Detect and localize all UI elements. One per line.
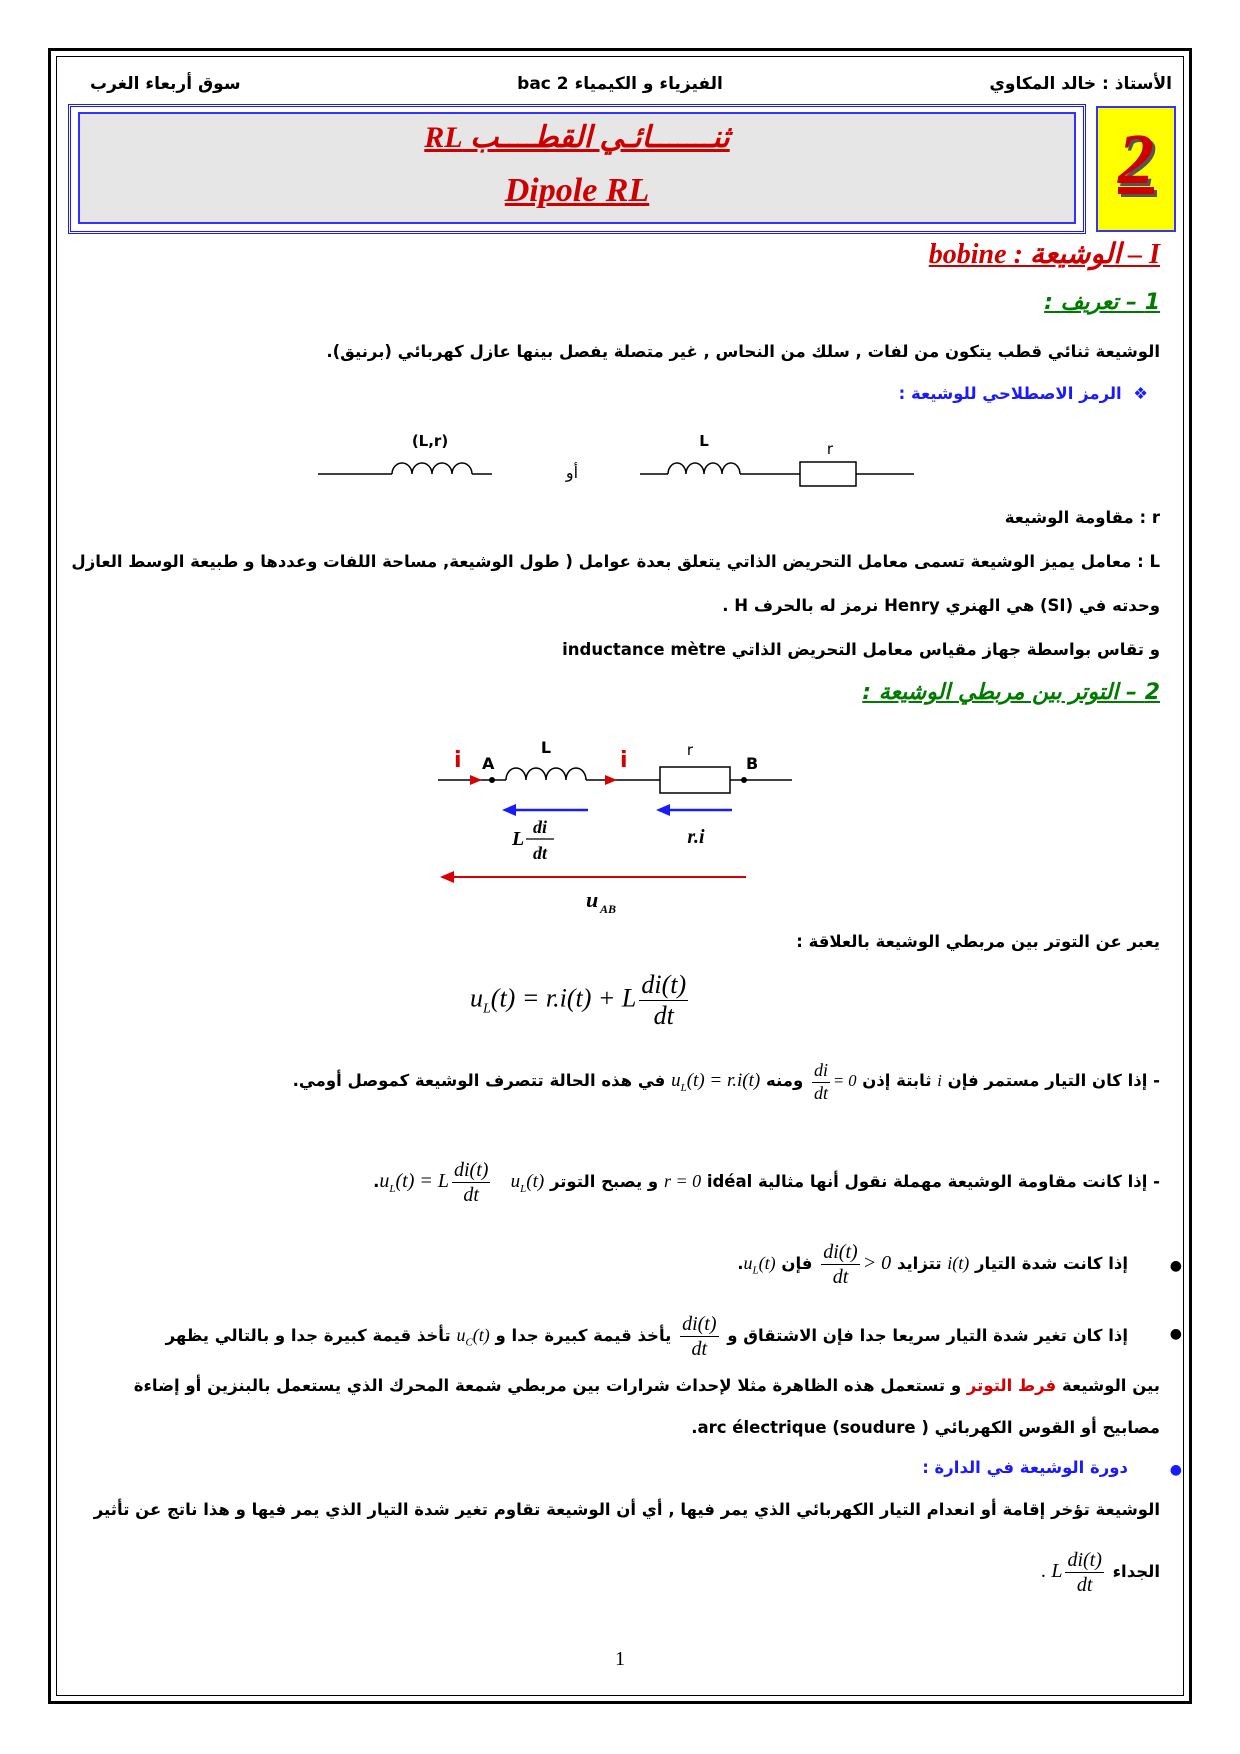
node-a-label: A: [482, 754, 495, 773]
eq-num: di(t): [641, 970, 687, 999]
symbol-label-lr: (L,r): [411, 432, 449, 450]
symbol-or: أو: [565, 463, 579, 482]
b2-den: dt: [691, 1338, 708, 1360]
coil-icon: [392, 463, 472, 474]
b1-it: i(t): [947, 1253, 970, 1274]
node-b-label: B: [746, 754, 759, 773]
c1-c: ومنه: [765, 1070, 804, 1090]
role-den: dt: [1076, 1574, 1093, 1596]
overvoltage-term: فرط التوتر: [966, 1376, 1057, 1395]
l-definition-3: و تقاس بواسطة جهاز مقياس معامل التحريض الذاتي inductance mètre: [562, 640, 1160, 659]
coil-label: L: [540, 738, 552, 757]
ri-label: r.i: [687, 826, 705, 848]
c1-eq: (t) = r.i(t): [686, 1069, 761, 1091]
c2-num: di(t): [453, 1159, 489, 1181]
uab-sub: AB: [600, 902, 617, 916]
b2-line2-a: بين الوشيعة: [1061, 1376, 1160, 1395]
title-panel: [78, 112, 1076, 224]
ldidt-num: di: [532, 817, 548, 837]
diamond-bullet-icon: ❖: [1133, 384, 1148, 403]
eq-u: u: [470, 983, 483, 1013]
lesson-number-box: [1096, 106, 1176, 232]
b2-c: تأخذ قيمة كبيرة جدا و بالتالي يظهر: [165, 1326, 451, 1345]
subsection-voltage: 2 – التوتر بين مربطي الوشيعة :: [862, 680, 1160, 705]
c1-eq0-wrap: [809, 1060, 857, 1104]
role-product: . L $\frac{di(t)}{dt}$: [1041, 1549, 1102, 1596]
arc-line: مصابيح أو القوس الكهربائي arc électrique (soudure ).: [691, 1418, 1160, 1437]
c2-r0: r = 0: [663, 1171, 702, 1192]
ldidt-l: L: [512, 828, 525, 850]
title-french: Dipole RL: [504, 172, 650, 209]
case-direct-current: [293, 1060, 1160, 1104]
c1-frac: [812, 1060, 830, 1104]
case-ideal-coil: - إذا كانت مقاومة الوشيعة مهملة نقول أنها مثالية idéal r = 0 و يصبح التوتر $u_L(t) u_L(t) = L$ $\frac{di(t)}{dt}$ .: [373, 1159, 1160, 1206]
coil-symbol-diagram: [310, 428, 930, 498]
b1-gt: > 0: [862, 1252, 892, 1275]
b2-frac: [680, 1312, 718, 1361]
page-number: 1: [615, 1648, 625, 1670]
main-equation: [470, 970, 691, 1031]
section-heading-bobine: I – الوشيعة : bobine: [928, 239, 1160, 270]
circuit-diagram: [430, 735, 810, 920]
ldidt-den: dt: [532, 843, 548, 863]
b2-uc: C: [465, 1336, 473, 1349]
b2-num: di(t): [682, 1313, 717, 1335]
lesson-number: 2: [1118, 119, 1154, 199]
title-arabic: ثنـــــــائـي القطــــب RL: [424, 121, 730, 154]
bullet-increasing-current: إذا كانت شدة التيار i(t) تتزايد $\frac{di(t)}{dt}$ > 0 فإن $u_L(t)$.: [737, 1241, 1128, 1288]
symbol-heading-text: الرمز الاصطلاحي للوشيعة :: [898, 384, 1122, 403]
r-definition: r : مقاومة الوشيعة: [1004, 508, 1160, 527]
b2-b: يأخذ قيمة كبيرة جدا و: [495, 1326, 672, 1345]
current-label-left: i: [454, 748, 462, 773]
symbol-label-r: r: [826, 440, 834, 458]
bullet-dot-icon: ●: [1169, 1462, 1182, 1478]
node-a-dot: [489, 777, 495, 783]
eq-frac: [639, 970, 688, 1031]
c2-a: - إذا كانت مقاومة الوشيعة مهملة نقول أنها مثالية idéal: [706, 1172, 1160, 1192]
bullet-dot-icon: ●: [1169, 1326, 1182, 1342]
bullet-dot-icon: ●: [1169, 1258, 1182, 1274]
b1-c: فإن: [781, 1254, 813, 1274]
node-b-dot: [741, 777, 747, 783]
c1-eq-wrap: $u_L(t) = r.i(t)$: [671, 1069, 761, 1094]
overvoltage-line: [134, 1376, 1160, 1396]
c1-i: i: [937, 1070, 942, 1090]
c2-den: dt: [463, 1184, 479, 1206]
role-heading: دورة الوشيعة في الدارة :: [922, 1458, 1128, 1477]
b1-b: تتزايد: [896, 1254, 942, 1274]
symbol-heading: [899, 384, 1148, 404]
relation-intro: يعبر عن التوتر بين مربطي الوشيعة بالعلاقة :: [796, 932, 1160, 951]
l-definition-1: L : معامل يميز الوشيعة تسمى معامل التحريض الذاتي يتعلق بعدة عوامل ( طول الوشيعة, مساحة اللفات وعددها و طبيعة الوسط العازل: [71, 552, 1160, 571]
eq-den: dt: [653, 1001, 674, 1030]
resistor-label: r: [686, 741, 694, 759]
b2-uc-wrap: $u_C(t)$: [456, 1325, 490, 1349]
voltage-arrow-r-head-icon: [656, 804, 670, 816]
coil-icon-2: [668, 463, 740, 474]
header-teacher: الأستاذ : خالد المكاوي: [989, 74, 1172, 94]
b1-frac: [821, 1240, 859, 1289]
uab-arrow-head-icon: [440, 871, 454, 883]
eq-sub: L: [483, 1001, 491, 1017]
circuit-coil-icon: [506, 768, 586, 780]
current-label-mid: i: [620, 748, 628, 773]
b1-den: dt: [832, 1266, 849, 1288]
b1-a: إذا كانت شدة التيار: [975, 1254, 1128, 1274]
c1-a: - إذا كان التيار مستمر فإن: [947, 1070, 1160, 1090]
subsection-definition: 1 – تعريف :: [1044, 290, 1160, 315]
definition-text: الوشيعة ثنائي قطب يتكون من لفات , سلك من النحاس , غير متصلة يفصل بينها عازل كهربائي (برنيق).: [326, 342, 1160, 361]
header-school: سوق أربعاء الغرب: [90, 74, 241, 94]
circuit-resistor-icon: [660, 767, 730, 793]
c2-ul: $u_L(t)$: [510, 1171, 545, 1195]
current-arrow-mid-icon: [605, 775, 617, 785]
c1-eq0: = 0: [832, 1070, 857, 1090]
role-text-1: الوشيعة تؤخر إقامة أو انعدام التيار الكهربائي الذي يمر فيها , أي أن الوشيعة تقاوم تغير شدة التيار الذي يمر فيها و هذا ناتج عن تأثير: [93, 1500, 1160, 1519]
role-text-2: [1041, 1548, 1160, 1597]
b1-num: di(t): [823, 1241, 858, 1263]
c2-b: و يصبح التوتر: [549, 1172, 659, 1192]
b2-line2-b: و تستعمل هذه الظاهرة مثلا لإحداث شرارات بين مربطي شمعة المحرك الذي يستعمل بالبنزين أو إضاءة: [133, 1376, 962, 1395]
eq-mid: (t) = r.i(t) + L: [490, 983, 637, 1013]
c1-eq-sub: L: [680, 1081, 687, 1094]
role-frac: [1065, 1548, 1103, 1597]
bullet-fast-change: [166, 1312, 1128, 1361]
role-text-2-label: الجداء: [1112, 1562, 1160, 1582]
c1-b: ثابتة إذن: [862, 1070, 932, 1090]
resistor-icon: [800, 462, 856, 486]
symbol-label-l: L: [699, 432, 709, 450]
c1-den: dt: [813, 1082, 828, 1103]
b1-ul: $u_L(t)$: [743, 1253, 776, 1277]
current-arrow-left-icon: [470, 775, 482, 785]
uab-u: u: [586, 887, 599, 912]
b2-a: إذا كان تغير شدة التيار سريعا جدا فإن الاشتقاق و: [727, 1326, 1128, 1345]
l-definition-2: وحدته في (SI) هي الهنري Henry نرمز له بالحرف H .: [722, 596, 1160, 615]
c1-num: di: [812, 1060, 830, 1083]
voltage-arrow-l-head-icon: [502, 804, 516, 816]
c1-d: في هذه الحالة تتصرف الوشيعة كموصل أومي.: [292, 1070, 666, 1090]
c2-eq: (t) = L: [395, 1170, 449, 1193]
b1-frac-wrap: [818, 1240, 891, 1289]
c2-frac: [452, 1158, 490, 1207]
header-subject: الفيزياء و الكيمياء 2 bac: [517, 74, 723, 94]
c2-eq-wrap: $u_L(t) = L$ $\frac{di(t)}{dt}$: [379, 1159, 489, 1206]
role-num: di(t): [1067, 1549, 1102, 1571]
